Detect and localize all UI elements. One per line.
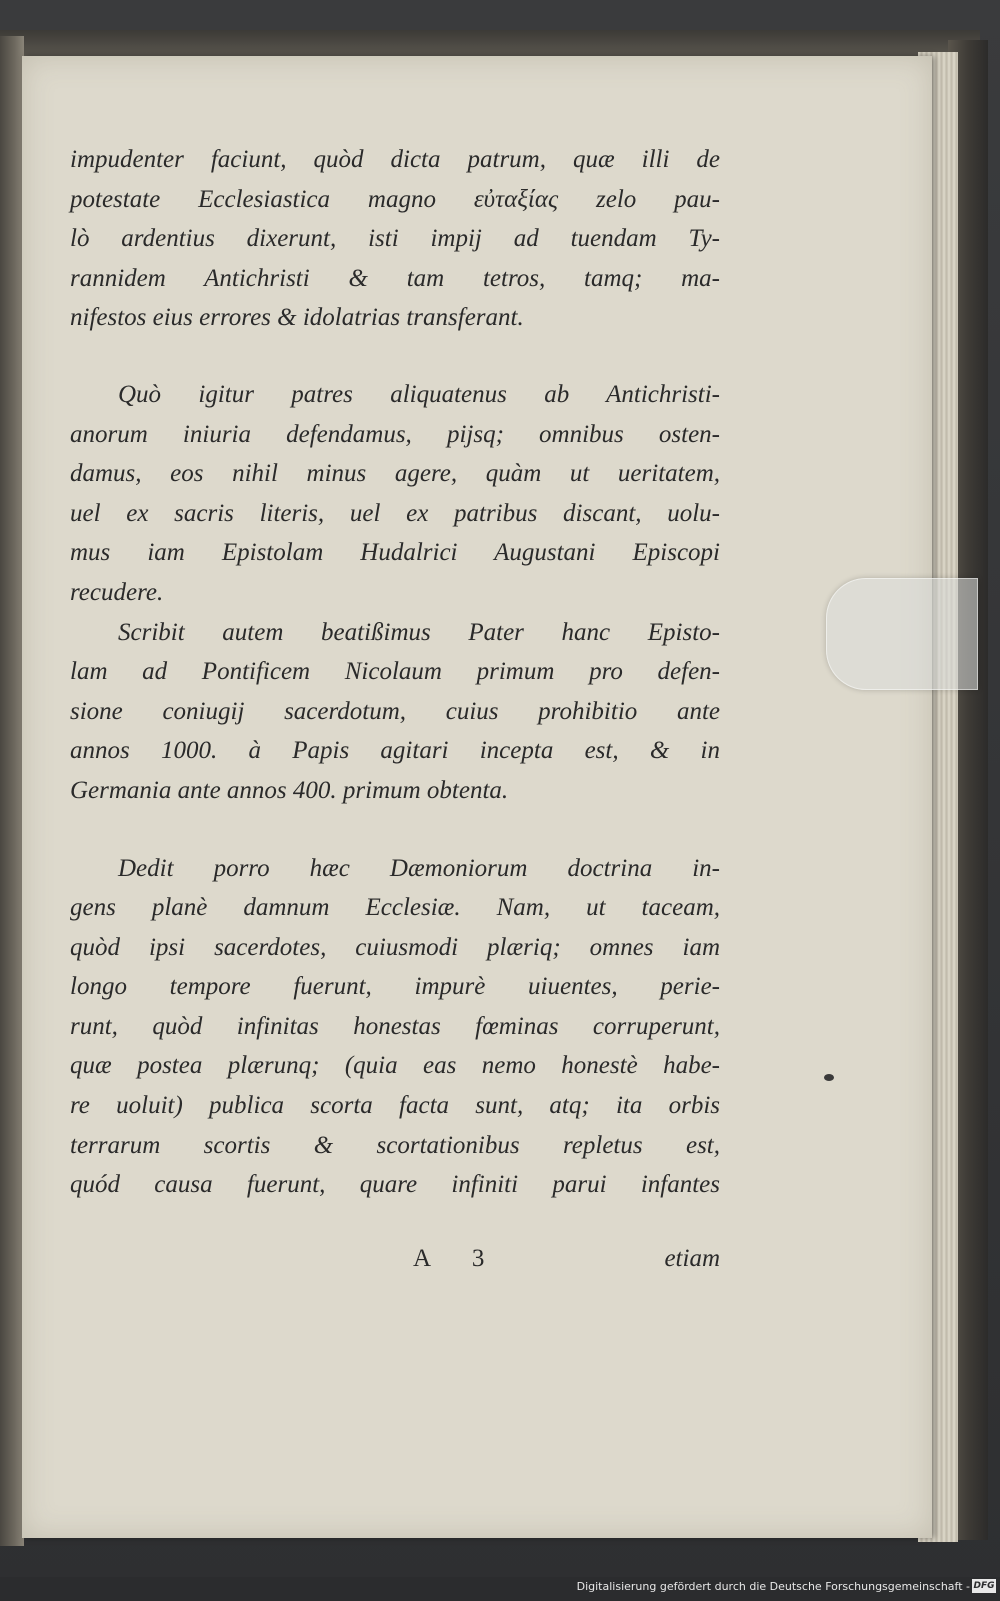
paragraph — [70, 849, 720, 1205]
paragraph — [70, 140, 720, 338]
text-line: annos 1000. à Papis agitari incepta est, & in — [70, 737, 720, 765]
dfg-logo: DFG — [973, 1581, 995, 1591]
text-line: anorum iniuria defendamus, pijsq; omnibus osten- — [70, 420, 720, 448]
text-line: recudere. — [70, 578, 164, 606]
text-line: Scribit autem beatißimus Pater hanc Episto- — [118, 618, 720, 646]
text-line: runt, quòd infinitas honestas fœminas corruperunt, — [70, 1012, 720, 1040]
ink-speck — [824, 1074, 834, 1081]
page-text — [70, 140, 720, 1205]
digitization-credit: Digitalisierung gefördert durch die Deutsche Forschungsgemeinschaft - — [576, 1580, 970, 1593]
text-line: quód causa fuerunt, quare infiniti parui infantes — [70, 1171, 720, 1199]
text-line: mus iam Epistolam Hudalrici Augustani Episcopi — [70, 539, 720, 567]
text-line: impudenter faciunt, quòd dicta patrum, quæ illi de — [70, 146, 720, 173]
page-tab-marker — [826, 578, 978, 690]
paragraph — [70, 613, 720, 811]
book-left-cover — [0, 36, 24, 1546]
text-line: sione coniugij sacerdotum, cuius prohibitio ante — [70, 697, 720, 725]
text-line: Quò igitur patres aliquatenus ab Antichristi- — [118, 380, 720, 408]
text-line: uel ex sacris literis, uel ex patribus discant, uolu- — [70, 499, 720, 527]
paragraph-gap — [70, 811, 720, 849]
text-line: gens planè damnum Ecclesiæ. Nam, ut taceam, — [70, 894, 720, 922]
text-line: longo tempore fuerunt, impurè uiuentes, perie- — [70, 973, 720, 1001]
text-line: terrarum scortis & scortationibus repletus est, — [70, 1131, 720, 1159]
paragraph-gap — [70, 338, 720, 375]
text-line: potestate Ecclesiastica magno εὐταξίας zelo pau- — [70, 185, 720, 213]
text-line: lam ad Pontificem Nicolaum primum pro defen- — [70, 658, 720, 686]
page-footer — [70, 1245, 720, 1285]
text-line: Germania ante annos 400. primum obtenta. — [70, 776, 509, 804]
text-line: lò ardentius dixerunt, isti impij ad tuendam Ty- — [70, 225, 720, 253]
paragraph — [70, 375, 720, 613]
catchword: etiam — [664, 1245, 720, 1272]
text-line: re uoluit) publica scorta facta sunt, atq; ita orbis — [70, 1092, 720, 1120]
text-line: rannidem Antichristi & tam tetros, tamq; ma- — [70, 264, 720, 292]
text-line: damus, eos nihil minus agere, quàm ut ueritatem, — [70, 460, 720, 488]
signature-mark: A 3 — [413, 1245, 503, 1272]
text-line: Dedit porro hæc Dæmoniorum doctrina in- — [118, 854, 720, 882]
text-line: quòd ipsi sacerdotes, cuiusmodi plæriq; omnes iam — [70, 933, 720, 961]
text-line: nifestos eius errores & idolatrias transferant. — [70, 304, 524, 332]
text-line: quæ postea plærunq; (quia eas nemo honestè habe- — [70, 1052, 720, 1080]
